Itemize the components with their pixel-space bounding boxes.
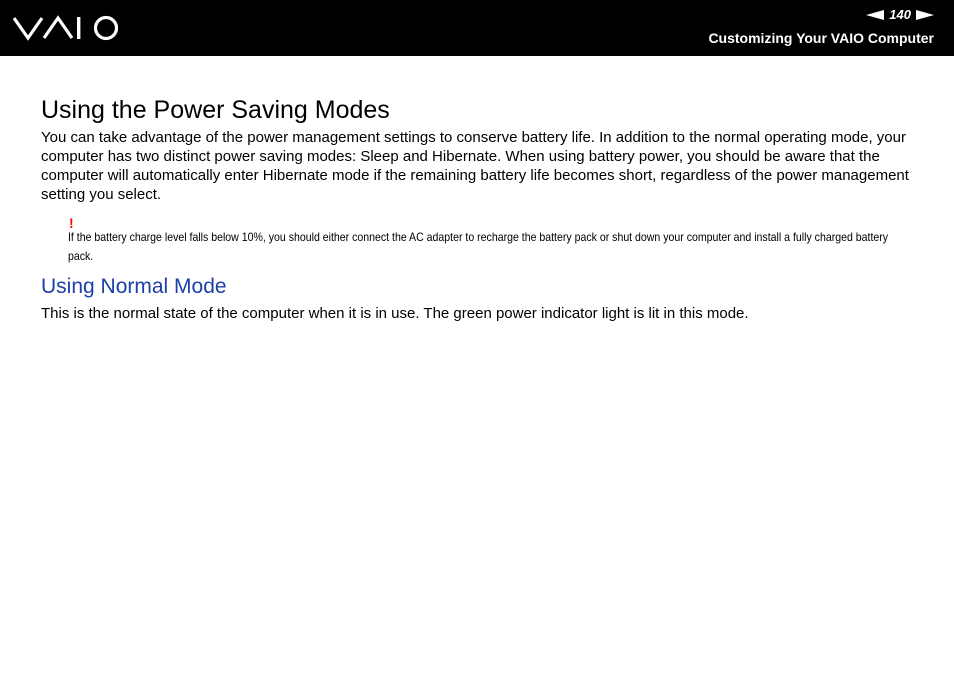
warning-mark-icon: !	[69, 215, 74, 231]
intro-paragraph: You can take advantage of the power management settings to conserve battery life. In addition to the normal operating mode, your computer has two distinct power saving modes: Sleep and Hibernate. When using battery power, you should be aware that the computer will automatically enter Hibernate mode if the remaining battery life becomes short, regardless of the power management setting you select.	[41, 129, 909, 203]
warning-note	[68, 216, 908, 266]
page-navigator	[866, 7, 934, 23]
page-content	[41, 94, 921, 323]
normal-mode-paragraph: This is the normal state of the computer when it is in use. The green power indicator light is lit in this mode.	[41, 305, 749, 322]
previous-page-arrow-icon[interactable]	[866, 10, 884, 20]
page-title: Using the Power Saving Modes	[41, 96, 390, 124]
section-title: Customizing Your VAIO Computer	[708, 30, 934, 46]
page-header	[0, 0, 954, 56]
warning-note-text: If the battery charge level falls below 10%, you should either connect the AC adapter to recharge the battery pack or shut down your computer and install a fully charged battery pack.	[68, 230, 889, 263]
vaio-logo	[13, 14, 121, 42]
next-page-arrow-icon[interactable]	[916, 10, 934, 20]
page-number: 140	[889, 7, 911, 22]
subheading-normal-mode: Using Normal Mode	[41, 275, 227, 298]
